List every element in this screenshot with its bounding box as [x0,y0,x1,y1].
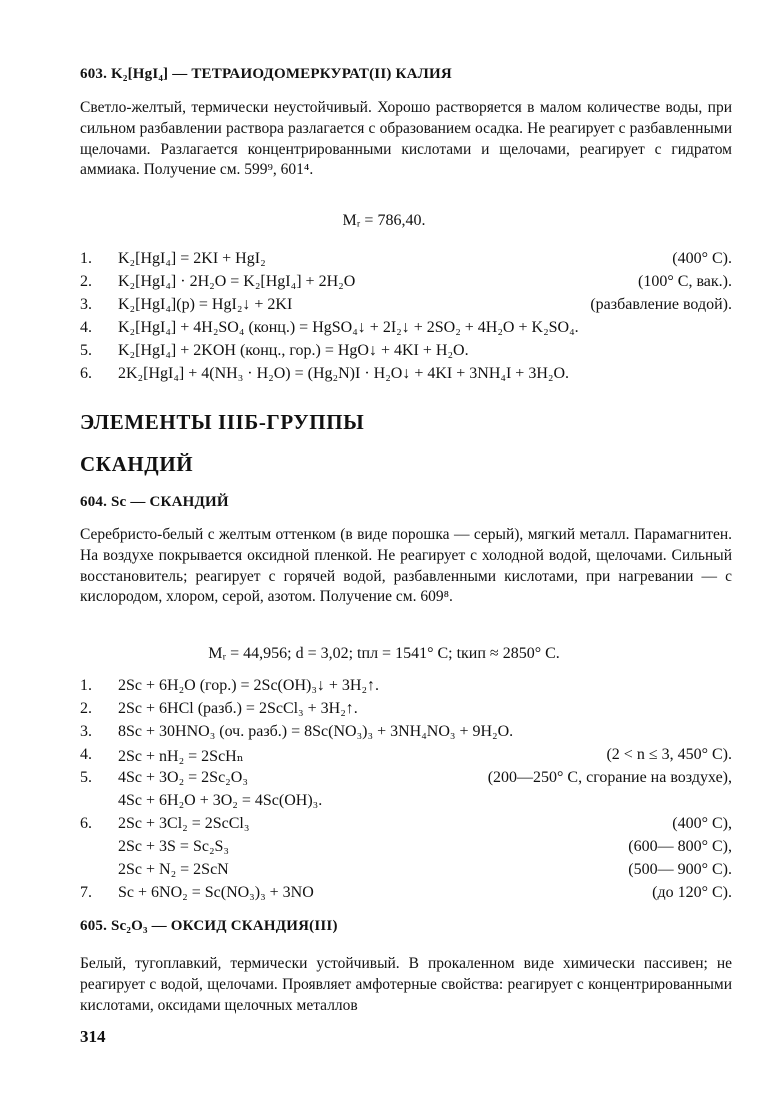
reaction-equation: K₂[HgI₄](р) = HgI₂↓ + 2KI [118,296,293,313]
reaction-number: 6. [80,815,92,832]
reaction-condition: (100° C, вак.). [638,273,732,290]
reaction-equation: K₂[HgI₄] + 4H₂SO₄ (конц.) = HgSO₄↓ + 2I₂↓ + 2SO₂ + 4H₂O + K₂SO₄. [118,319,579,336]
reaction-603-4 [80,319,732,341]
reaction-equation: 2K₂[HgI₄] + 4(NH₃ · H₂O) = (Hg₂N)I · H₂O↓ + 4KI + 3NH₄I + 3H₂O. [118,365,569,382]
reaction-603-1 [80,250,732,272]
reaction-equation: 2Sc + 6HCl (разб.) = 2ScCl₃ + 3H₂↑. [118,700,358,717]
page-number: 314 [80,1027,106,1046]
reaction-number: 5. [80,342,92,359]
reaction-condition: (разбавление водой). [590,296,732,313]
reaction-equation: K₂[HgI₄] + 2KOH (конц., гор.) = HgO↓ + 4KI + H₂O. [118,342,469,359]
reaction-equation: 2Sc + N₂ = 2ScN [118,861,229,878]
reaction-604-5b [80,792,732,814]
section-title: ЭЛЕМЕНТЫ IIIБ-ГРУППЫ [80,410,365,434]
reaction-condition: (600— 800° C), [628,838,732,855]
entry-604-heading: 604. Sc — СКАНДИЙ [80,494,229,510]
reaction-604-4 [80,746,732,768]
reaction-604-6b [80,838,732,860]
reaction-equation: K₂[HgI₄] = 2KI + HgI₂ [118,250,266,267]
reaction-604-6 [80,815,732,837]
reaction-604-2 [80,700,732,722]
subsection-title: СКАНДИЙ [80,452,194,476]
reaction-603-5 [80,342,732,364]
reaction-equation: Sc + 6NO₂ = Sc(NO₃)₃ + 3NO [118,884,314,901]
reaction-number: 3. [80,296,92,313]
reaction-number: 4. [80,746,92,763]
reaction-603-3 [80,296,732,318]
reaction-condition: (500— 900° C). [628,861,732,878]
entry-604-properties: Mᵣ = 44,956; d = 3,02; tпл = 1541° C; tкип ≈ 2850° C. [208,645,560,662]
reaction-number: 7. [80,884,92,901]
reaction-604-6c [80,861,732,883]
reaction-equation: K₂[HgI₄] · 2H₂O = K₂[HgI₄] + 2H₂O [118,273,356,290]
entry-604-description: Серебристо-белый с желтым оттенком (в виде порошка — серый), мягкий металл. Парамагнитен. На воздухе покрывается оксидной пленкой. Не реагирует с холодной водой, щелочами. Сильный восстановитель; реагирует с горячей водой, разбавленными кислотами, при нагревании — с кислородом, хлором, серой, азотом. Получение см. 609⁸. [80,526,732,606]
reaction-603-2 [80,273,732,295]
reaction-number: 3. [80,723,92,740]
reaction-604-7 [80,884,732,906]
reaction-equation: 8Sc + 30HNO₃ (оч. разб.) = 8Sc(NO₃)₃ + 3NH₄NO₃ + 9H₂O. [118,723,514,740]
reaction-604-1 [80,677,732,699]
reaction-number: 2. [80,273,92,290]
reaction-condition: (400° C). [672,250,732,267]
reaction-604-5 [80,769,732,791]
reaction-603-6 [80,365,732,387]
reaction-equation: 2Sc + 3Cl₂ = 2ScCl₃ [118,815,250,832]
reaction-condition: (2 < n ≤ 3, 450° C). [606,746,732,763]
reaction-number: 5. [80,769,92,786]
entry-603-description: Светло-желтый, термически неустойчивый. Хорошо растворяется в малом количестве воды, при сильном разбавлении раствора разлагается с образованием осадка. Не реагирует с разбавленными щелочами. Разлагается концентрированными кислотами и щелочами, реагирует с гидратом аммиака. Получение см. 599⁹, 601⁴. [80,99,732,179]
reaction-equation: 2Sc + 6H₂O (гор.) = 2Sc(OH)₃↓ + 3H₂↑. [118,677,380,694]
reaction-condition: (400° C), [672,815,732,832]
entry-603-heading: 603. K₂[HgI₄] — ТЕТРАИОДОМЕРКУРАТ(II) КАЛИЯ [80,66,452,82]
reaction-number: 4. [80,319,92,336]
reaction-condition: (200—250° C, сгорание на воздухе), [487,769,732,786]
reaction-number: 1. [80,250,92,267]
reaction-equation: 4Sc + 6H₂O + 3O₂ = 4Sc(OH)₃. [118,792,323,809]
reaction-604-3 [80,723,732,745]
reaction-equation: 4Sc + 3O₂ = 2Sc₂O₃ [118,769,248,786]
reaction-number: 1. [80,677,92,694]
reaction-equation: 2Sc + 3S = Sc₂S₃ [118,838,229,855]
entry-605-heading: 605. Sc₂O₃ — ОКСИД СКАНДИЯ(III) [80,918,338,934]
reaction-number: 2. [80,700,92,717]
reaction-number: 6. [80,365,92,382]
reaction-condition: (до 120° C). [652,884,732,901]
entry-605-description: Белый, тугоплавкий, термически устойчивый. В прокаленном виде химически пассивен; не реагирует с водой, щелочами. Проявляет амфотерные свойства: реагирует с концентрированными кислотами, оксидами щелочных металлов [80,955,732,1014]
reaction-equation: 2Sc + nH₂ = 2ScHₙ [118,748,244,765]
entry-603-properties: Mᵣ = 786,40. [342,212,426,229]
